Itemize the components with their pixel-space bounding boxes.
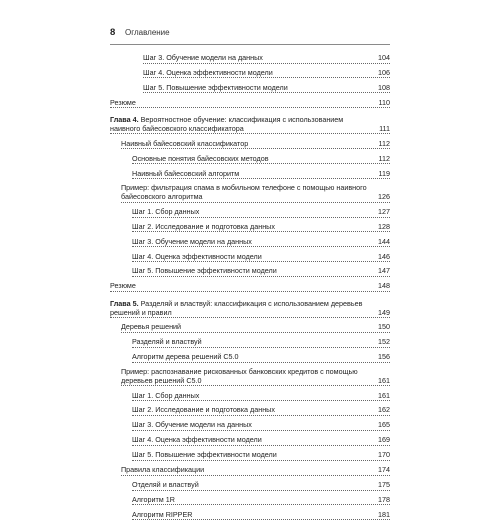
toc-entry-title — [132, 267, 378, 276]
toc-page-number: 152 — [378, 337, 390, 347]
toc-entry-title — [132, 451, 378, 460]
toc-entry — [132, 406, 390, 416]
toc-page-number: 165 — [378, 420, 390, 430]
toc-page-number: 111 — [379, 123, 390, 133]
toc-entry — [132, 338, 390, 348]
toc-entry — [132, 155, 390, 165]
toc-page-number: 150 — [378, 322, 390, 332]
toc-entry-title — [121, 368, 378, 385]
toc-entry-text: Шаг 5. Повышение эффективности модели — [143, 82, 288, 92]
toc-entry-title — [132, 406, 378, 415]
toc-chapter-label: Глава 4. — [110, 115, 139, 125]
toc-entry-text: Шаг 1. Сбор данных — [132, 206, 200, 216]
toc-entry — [132, 436, 390, 446]
toc-entry-text: Резюме — [110, 97, 136, 107]
table-of-contents — [110, 54, 390, 526]
toc-entry-title — [121, 466, 378, 475]
toc-entry — [132, 223, 390, 233]
toc-entry-title — [110, 116, 379, 133]
toc-entry-title — [121, 323, 378, 332]
toc-page-number: 112 — [378, 153, 390, 163]
toc-entry-text: Наивный байесовский классификатор — [121, 138, 249, 148]
toc-page-number: 170 — [378, 450, 390, 460]
toc-entry-text: Алгоритм 1R — [132, 494, 175, 504]
toc-page-number: 181 — [378, 509, 390, 519]
toc-entry-text: Шаг 5. Повышение эффективности модели — [132, 266, 277, 276]
toc-entry-title — [121, 184, 378, 201]
page-number: 8 — [110, 27, 116, 38]
toc-page-number: 156 — [378, 352, 390, 362]
toc-entry-title — [121, 140, 379, 149]
page-header — [110, 26, 390, 45]
toc-page-number: 175 — [378, 479, 390, 489]
toc-entry — [143, 84, 390, 94]
toc-page-number: 169 — [378, 435, 390, 445]
toc-page-number: 104 — [378, 53, 390, 62]
toc-entry — [132, 481, 390, 491]
toc-entry-text: Шаг 1. Сбор данных — [132, 390, 200, 400]
toc-page-number: 144 — [378, 236, 390, 246]
toc-entry-title — [132, 155, 379, 164]
toc-entry-text: Резюме — [110, 281, 136, 291]
toc-entry — [121, 466, 390, 476]
toc-entry-title — [132, 170, 379, 179]
toc-page-number: 147 — [378, 266, 390, 276]
toc-page-number: 178 — [378, 494, 390, 504]
toc-entry-title — [110, 282, 378, 291]
toc-page-number: 108 — [378, 82, 390, 92]
toc-page-number: 146 — [378, 251, 390, 261]
toc-entry — [132, 451, 390, 461]
toc-entry-text: Основные понятия байесовских методов — [132, 153, 269, 163]
toc-entry-title — [132, 481, 378, 490]
toc-entry-text: Разделяй и властвуй — [132, 337, 202, 347]
toc-entry-text: Шаг 3. Обучение модели на данных — [132, 420, 252, 430]
toc-page-number: 162 — [378, 405, 390, 415]
toc-chapter-entry — [110, 116, 390, 134]
toc-entry — [132, 267, 390, 277]
toc-entry — [110, 99, 390, 109]
toc-entry-text: Пример: фильтрация спама в мобильном телефоне с помощью наивного байесовского алгоритма — [121, 183, 367, 202]
toc-entry — [121, 368, 390, 386]
toc-page-number: 106 — [378, 67, 390, 77]
toc-entry-text: Разделяй и властвуй: классификация с использованием деревьев решений и правил — [110, 298, 363, 317]
toc-page-number: 161 — [378, 375, 390, 385]
toc-page-number: 148 — [378, 281, 390, 291]
toc-page-number: 112 — [378, 138, 390, 148]
toc-entry-title — [110, 99, 379, 108]
toc-entry-title — [132, 353, 378, 362]
toc-entry-text: Шаг 5. Повышение эффективности модели — [132, 450, 277, 460]
toc-entry-title — [143, 84, 378, 93]
toc-entry — [121, 140, 390, 150]
toc-entry-title — [132, 392, 378, 401]
toc-entry-title — [132, 238, 378, 247]
toc-entry-text: Отделяй и властвуй — [132, 479, 199, 489]
toc-page-number: 128 — [378, 221, 390, 231]
toc-entry-text: Шаг 2. Исследование и подготовка данных — [132, 221, 275, 231]
toc-entry-title — [143, 54, 378, 63]
running-title: Оглавление — [125, 28, 170, 37]
toc-entry-text: Вероятностное обучение: классификация с использованием наивного байесовского классификатора — [110, 115, 344, 133]
toc-entry-title — [132, 253, 378, 262]
toc-entry-text: Шаг 3. Обучение модели на данных — [132, 236, 252, 246]
toc-entry-title — [110, 300, 378, 317]
toc-entry-title — [132, 338, 378, 347]
toc-entry — [132, 208, 390, 218]
toc-entry — [132, 238, 390, 248]
toc-entry-title — [143, 69, 378, 78]
toc-page-number: 174 — [378, 465, 390, 475]
toc-page-number: 127 — [378, 206, 390, 216]
toc-entry-text: Алгоритм дерева решений C5.0 — [132, 352, 239, 362]
toc-entry-text: Шаг 4. Оценка эффективности модели — [132, 435, 262, 445]
toc-entry — [132, 511, 390, 521]
toc-entry-title — [132, 496, 378, 505]
toc-page-number: 149 — [378, 307, 390, 317]
toc-page-number: 119 — [378, 168, 390, 178]
toc-entry — [121, 184, 390, 202]
toc-entry-text: Алгоритм RIPPER — [132, 509, 193, 519]
toc-entry — [132, 170, 390, 180]
toc-entry-text: Деревья решений — [121, 322, 182, 332]
toc-entry — [132, 253, 390, 263]
toc-entry — [132, 392, 390, 402]
toc-entry-text: Наивный байесовский алгоритм — [132, 168, 240, 178]
toc-entry-text: Шаг 4. Оценка эффективности модели — [132, 251, 262, 261]
toc-entry-text: Шаг 3. Обучение модели на данных — [143, 53, 263, 62]
toc-entry — [132, 421, 390, 431]
toc-chapter-label: Глава 5. — [110, 298, 139, 308]
toc-page-number: 126 — [378, 192, 390, 202]
toc-entry-title — [132, 421, 378, 430]
toc-entry-title — [132, 436, 378, 445]
toc-entry — [121, 323, 390, 333]
toc-page-number: 161 — [378, 390, 390, 400]
toc-entry-title — [132, 511, 378, 520]
toc-entry-text: Правила классификации — [121, 465, 205, 475]
toc-entry-text: Шаг 4. Оценка эффективности модели — [143, 67, 273, 77]
toc-entry — [132, 496, 390, 506]
toc-entry — [143, 69, 390, 79]
toc-entry-title — [132, 223, 378, 232]
toc-chapter-entry — [110, 300, 390, 318]
toc-page-number: 110 — [378, 97, 390, 107]
toc-entry — [143, 54, 390, 64]
toc-entry-text: Шаг 2. Исследование и подготовка данных — [132, 405, 275, 415]
toc-entry-title — [132, 208, 378, 217]
toc-entry-text: Пример: распознавание рискованных банковских кредитов с помощью деревьев решений C5.0 — [121, 367, 358, 385]
toc-entry — [132, 353, 390, 363]
toc-entry — [110, 282, 390, 292]
